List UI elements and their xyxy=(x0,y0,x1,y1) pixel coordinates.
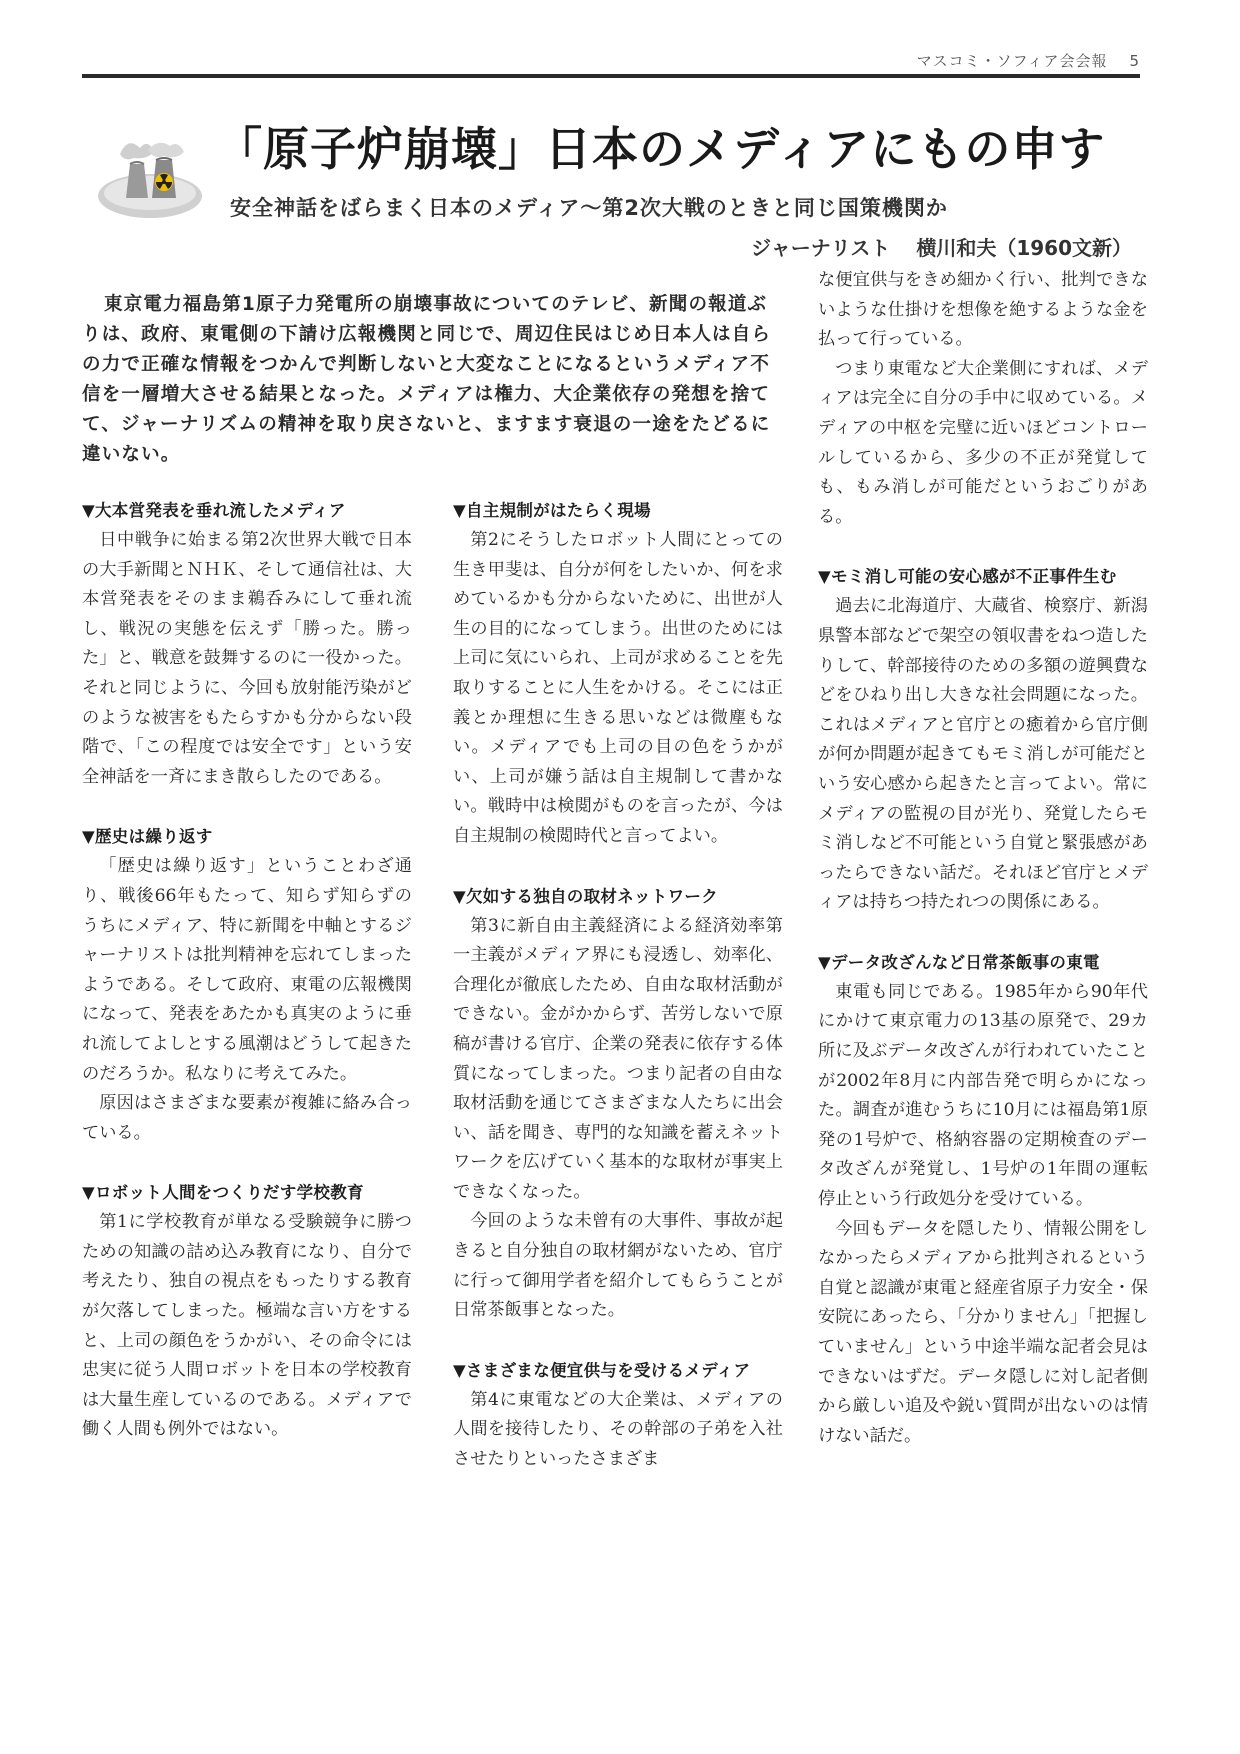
publication-name: マスコミ・ソフィア会会報 xyxy=(916,52,1108,70)
column-left xyxy=(82,496,412,1445)
section-heading: ▼欠如する独自の取材ネットワーク xyxy=(453,886,718,906)
body-paragraph: 今回のような未曾有の大事件、事故が起きると自分独自の取材網がないため、官庁に行って御用学者を紹介してもらうことが日常茶飯事となった。 xyxy=(453,1211,783,1321)
body-paragraph: つまり東電など大企業側にすれば、メディアは完全に自分の手中に収めている。メディアの中枢を完璧に近いほどコントロールしているから、多少の不正が発覚しても、もみ消しが可能だというおごりがある。 xyxy=(818,358,1148,527)
nuclear-plant-icon xyxy=(96,138,204,222)
section-heading: ▼モミ消し可能の安心感が不正事件生む xyxy=(818,567,1117,587)
section-heading: ▼データ改ざんなど日常茶飯事の東電 xyxy=(818,952,1100,972)
section-heading: ▼歴史は繰り返す xyxy=(82,827,213,847)
section-heading: ▼大本営発表を垂れ流したメディア xyxy=(82,501,346,520)
section-heading: ▼さまざまな便宜供与を受けるメディア xyxy=(453,1360,751,1380)
body-paragraph: 第4に東電などの大企業は、メディアの人間を接待したり、その幹部の子弟を入社させたりといったさまざま xyxy=(453,1389,783,1470)
body-paragraph: 「歴史は繰り返す」ということわざ通り、戦後66年もたって、知らず知らずのうちにメディア、特に新聞を中軸とするジャーナリストは批判精神を忘れてしまったようである。そして政府、東電の広報機関になって、発表をあたかも真実のように垂れ流してよしとする風潮はどうして起きたのだろうか。私なりに考えてみた。 xyxy=(82,856,412,1084)
body-paragraph: 第2にそうしたロボット人間にとっての生き甲斐は、自分が何をしたいか、何を求めているかも分からないために、出世が人生の目的になってしまう。出世のためには上司に気にいられ、上司が求めることを先取りすることに人生をかける。そこには正義とか理想に生きる思いなどは微塵もない。メディアでも上司の目の色をうかがい、上司が嫌う話は自主規制して書かない。戦時中は検閲がものを言ったが、今は自主規制の検閲時代と言ってよい。 xyxy=(453,530,783,846)
body-paragraph: 第1に学校教育が単なる受験競争に勝つための知識の詰め込み教育になり、自分で考えたり、独自の視点をもったりする教育が欠落してしまった。極端な言い方をすると、上司の顔色をうかがい、その命令には忠実に従う人間ロボットを日本の学校教育は大量生産しているのである。メディアで働く人間も例外ではない。 xyxy=(82,1212,412,1440)
article-subtitle: 安全神話をばらまく日本のメディア～第2次大戦のときと同じ国策機関か xyxy=(230,196,948,220)
article-title: 「原子炉崩壊」日本のメディアにもの申す xyxy=(216,122,1106,176)
body-paragraph: 東電も同じである。1985年から90年代にかけて東京電力の13基の原発で、29カ所に及ぶデータ改ざんが行われていたことが2002年8月に内部告発で明らかになった。調査が進むうちに10月には福島第1原発の1号炉で、格納容器の定期検査のデータ改ざんが発覚し、1号炉の1年間の運転停止という行政処分を受けている。 xyxy=(818,981,1148,1210)
lead-paragraph: 東京電力福島第1原子力発電所の崩壊事故についてのテレビ、新聞の報道ぶりは、政府、東電側の下請け広報機関と同じで、周辺住民はじめ日本人は自らの力で正確な情報をつかんで判断しないと大変なことになるというメディア不信を一層増大させる結果となった。メディアは権力、大企業依存の発想を捨てて、ジャーナリズムの精神を取り戻さないと、ますます衰退の一途をたどるに違いない。 xyxy=(82,294,772,465)
body-paragraph: 過去に北海道庁、大蔵省、検察庁、新潟県警本部などで架空の領収書をねつ造したりして、幹部接待のための多額の遊興費などをひねり出し大きな社会問題になった。これはメディアと官庁との癒着から官庁側が何か問題が起きてもモミ消しが可能だという安心感から起きたと言ってよい。常にメディアの監視の目が光り、発覚したらモミ消しなど不可能という自覚と緊張感があったらできない話だ。それほど官庁とメディアは持ちつ持たれつの関係にある。 xyxy=(818,596,1148,913)
column-right xyxy=(818,266,1148,1451)
section-heading: ▼自主規制がはたらく現場 xyxy=(453,501,651,520)
column-middle xyxy=(453,496,783,1475)
body-paragraph: 第3に新自由主義経済による経済効率第一主義がメディア界にも浸透し、効率化、合理化が徹底したため、自由な取材活動ができない。金がかからず、苦労しないで原稿が書ける官庁、企業の発表に依存する体質になってしまった。つまり記者の自由な取材活動を通じてさまざまな人たちに出会い、話を聞き、専門的な知識を蓄えネットワークを広げていく基本的な取材が事実上できなくなった。 xyxy=(453,915,783,1202)
author-role: ジャーナリスト xyxy=(751,236,891,260)
body-paragraph: 今回もデータを隠したり、情報公開をしなかったらメディアから批判されるという自覚と認識が東電と経産省原子力安全・保安院にあったら、「分かりません」「把握していません」という中途半端な記者会見はできないはずだ。データ隠しに対し記者側から厳しい追及や鋭い質問が出ないのは情けない話だ。 xyxy=(818,1218,1148,1446)
running-header xyxy=(0,50,1140,71)
header-rule xyxy=(82,74,1140,78)
page-number: 5 xyxy=(1129,52,1140,70)
author-name: 横川和夫（1960文新） xyxy=(916,236,1132,260)
body-paragraph: 日中戦争に始まる第2次世界大戦で日本の大手新聞とＮＨＫ、そして通信社は、大本営発表をそのまま鵜呑みにして垂れ流し、戦況の実態を伝えず「勝った。勝った」と、戦意を鼓舞するのに一役かった。それと同じように、今回も放射能汚染がどのような被害をもたらすかも分からない段階で、「この程度では安全です」という安全神話を一斉にまき散らしたのである。 xyxy=(82,530,412,787)
body-paragraph: な便宜供与をきめ細かく行い、批判できないような仕掛けを想像を絶するような金を払って行っている。 xyxy=(818,270,1148,350)
body-paragraph: 原因はさまざまな要素が複雑に絡み合っている。 xyxy=(82,1093,412,1143)
byline xyxy=(600,232,1132,261)
section-heading: ▼ロボット人間をつくりだす学校教育 xyxy=(82,1183,364,1203)
